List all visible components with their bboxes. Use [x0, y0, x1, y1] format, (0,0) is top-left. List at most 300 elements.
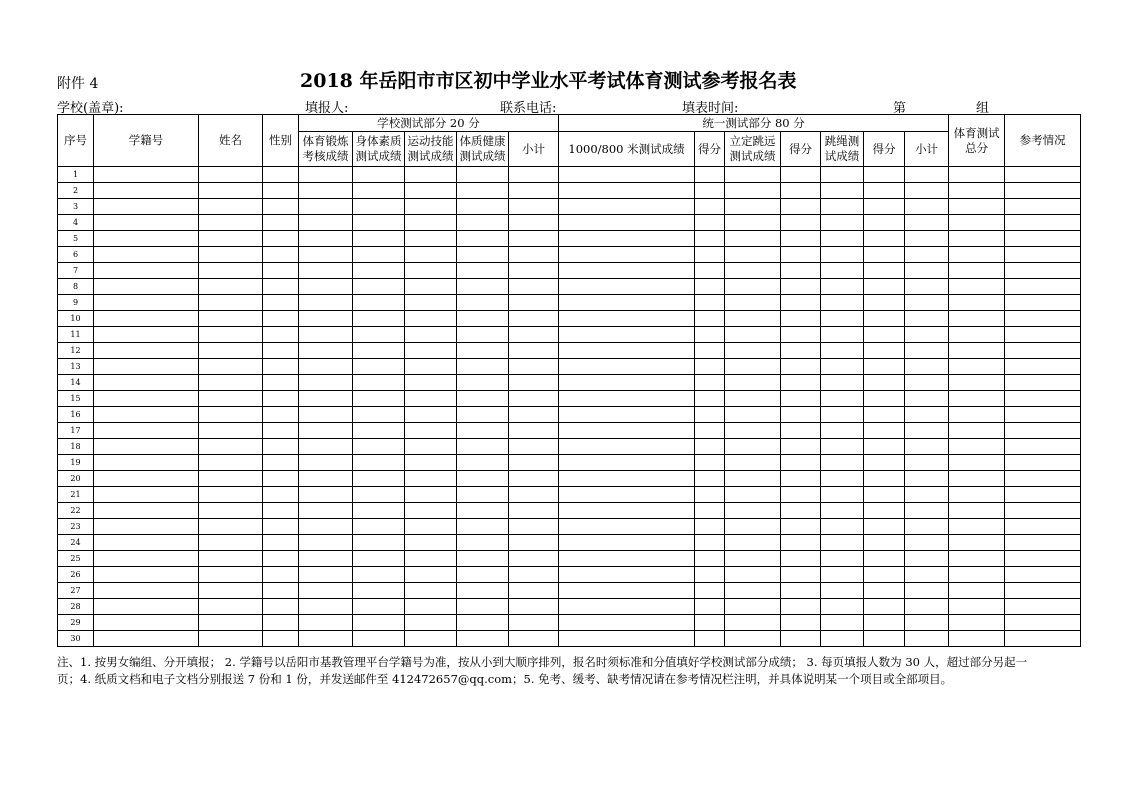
table-cell[interactable] — [405, 167, 457, 183]
table-cell[interactable] — [725, 327, 781, 343]
table-cell[interactable] — [781, 183, 821, 199]
table-cell[interactable] — [949, 407, 1005, 423]
table-cell[interactable] — [905, 503, 949, 519]
table-cell[interactable] — [559, 279, 695, 295]
table-cell[interactable] — [695, 503, 725, 519]
table-cell[interactable] — [725, 311, 781, 327]
table-cell[interactable] — [864, 359, 905, 375]
table-cell[interactable] — [509, 423, 559, 439]
table-cell[interactable] — [1005, 391, 1081, 407]
table-cell[interactable] — [559, 199, 695, 215]
table-cell[interactable] — [559, 503, 695, 519]
table-cell[interactable] — [405, 375, 457, 391]
table-cell[interactable] — [94, 279, 199, 295]
table-cell[interactable] — [695, 471, 725, 487]
table-cell[interactable] — [1005, 199, 1081, 215]
table-cell[interactable] — [263, 359, 299, 375]
table-cell[interactable] — [299, 407, 353, 423]
table-cell[interactable] — [725, 599, 781, 615]
table-cell[interactable] — [263, 519, 299, 535]
table-cell[interactable] — [457, 343, 509, 359]
table-cell[interactable] — [1005, 279, 1081, 295]
table-cell[interactable] — [695, 247, 725, 263]
table-cell[interactable] — [781, 615, 821, 631]
table-cell[interactable] — [509, 247, 559, 263]
table-cell[interactable] — [509, 391, 559, 407]
table-cell[interactable] — [949, 167, 1005, 183]
table-cell[interactable] — [94, 231, 199, 247]
table-cell[interactable] — [263, 215, 299, 231]
table-cell[interactable] — [299, 391, 353, 407]
table-cell[interactable] — [94, 471, 199, 487]
table-cell[interactable] — [695, 583, 725, 599]
table-cell[interactable] — [199, 439, 263, 455]
table-cell[interactable] — [263, 183, 299, 199]
table-cell[interactable] — [263, 455, 299, 471]
table-cell[interactable] — [905, 487, 949, 503]
table-cell[interactable] — [353, 295, 405, 311]
table-cell[interactable] — [695, 215, 725, 231]
table-cell[interactable] — [405, 567, 457, 583]
table-cell[interactable] — [821, 199, 864, 215]
table-cell[interactable] — [821, 471, 864, 487]
table-cell[interactable] — [353, 199, 405, 215]
table-cell[interactable] — [725, 295, 781, 311]
table-cell[interactable] — [1005, 183, 1081, 199]
table-cell[interactable] — [457, 599, 509, 615]
table-cell[interactable] — [864, 199, 905, 215]
table-cell[interactable] — [405, 391, 457, 407]
table-cell[interactable] — [949, 487, 1005, 503]
table-cell[interactable] — [353, 327, 405, 343]
table-cell[interactable] — [864, 423, 905, 439]
table-cell[interactable] — [405, 247, 457, 263]
table-cell[interactable] — [299, 567, 353, 583]
table-cell[interactable] — [821, 183, 864, 199]
table-cell[interactable] — [263, 471, 299, 487]
table-cell[interactable] — [821, 599, 864, 615]
table-cell[interactable] — [509, 535, 559, 551]
table-cell[interactable] — [263, 439, 299, 455]
table-cell[interactable] — [905, 343, 949, 359]
table-cell[interactable] — [509, 487, 559, 503]
table-cell[interactable] — [263, 247, 299, 263]
table-cell[interactable] — [509, 279, 559, 295]
table-cell[interactable] — [199, 247, 263, 263]
table-cell[interactable] — [94, 183, 199, 199]
table-cell[interactable] — [781, 487, 821, 503]
table-cell[interactable] — [457, 295, 509, 311]
table-cell[interactable] — [821, 439, 864, 455]
table-cell[interactable] — [695, 631, 725, 647]
table-cell[interactable] — [263, 423, 299, 439]
table-cell[interactable] — [559, 391, 695, 407]
table-cell[interactable] — [559, 407, 695, 423]
table-cell[interactable] — [299, 503, 353, 519]
table-cell[interactable] — [725, 407, 781, 423]
table-cell[interactable] — [299, 599, 353, 615]
table-cell[interactable] — [353, 567, 405, 583]
table-cell[interactable] — [353, 279, 405, 295]
table-cell[interactable] — [695, 535, 725, 551]
table-cell[interactable] — [1005, 487, 1081, 503]
table-cell[interactable] — [559, 167, 695, 183]
table-cell[interactable] — [509, 375, 559, 391]
table-cell[interactable] — [199, 567, 263, 583]
table-cell[interactable] — [509, 295, 559, 311]
table-cell[interactable] — [199, 359, 263, 375]
table-cell[interactable] — [864, 167, 905, 183]
table-cell[interactable] — [457, 391, 509, 407]
table-cell[interactable] — [864, 615, 905, 631]
table-cell[interactable] — [405, 231, 457, 247]
table-cell[interactable] — [695, 567, 725, 583]
table-cell[interactable] — [353, 455, 405, 471]
table-cell[interactable] — [949, 183, 1005, 199]
table-cell[interactable] — [864, 535, 905, 551]
table-cell[interactable] — [405, 311, 457, 327]
table-cell[interactable] — [695, 519, 725, 535]
table-cell[interactable] — [509, 551, 559, 567]
table-cell[interactable] — [263, 327, 299, 343]
table-cell[interactable] — [299, 311, 353, 327]
table-cell[interactable] — [199, 231, 263, 247]
table-cell[interactable] — [263, 615, 299, 631]
table-cell[interactable] — [695, 407, 725, 423]
table-cell[interactable] — [457, 327, 509, 343]
table-cell[interactable] — [353, 183, 405, 199]
table-cell[interactable] — [905, 391, 949, 407]
table-cell[interactable] — [353, 631, 405, 647]
table-cell[interactable] — [725, 359, 781, 375]
table-cell[interactable] — [353, 311, 405, 327]
table-cell[interactable] — [509, 183, 559, 199]
table-cell[interactable] — [781, 199, 821, 215]
table-cell[interactable] — [199, 327, 263, 343]
table-cell[interactable] — [199, 311, 263, 327]
table-cell[interactable] — [199, 295, 263, 311]
table-cell[interactable] — [559, 455, 695, 471]
table-cell[interactable] — [299, 487, 353, 503]
table-cell[interactable] — [509, 599, 559, 615]
table-cell[interactable] — [949, 199, 1005, 215]
table-cell[interactable] — [821, 615, 864, 631]
table-cell[interactable] — [263, 311, 299, 327]
table-cell[interactable] — [725, 199, 781, 215]
table-cell[interactable] — [864, 551, 905, 567]
table-cell[interactable] — [299, 423, 353, 439]
table-cell[interactable] — [405, 183, 457, 199]
table-cell[interactable] — [405, 263, 457, 279]
table-cell[interactable] — [94, 551, 199, 567]
table-cell[interactable] — [1005, 327, 1081, 343]
table-cell[interactable] — [299, 247, 353, 263]
table-cell[interactable] — [559, 343, 695, 359]
table-cell[interactable] — [781, 503, 821, 519]
table-cell[interactable] — [905, 423, 949, 439]
table-cell[interactable] — [509, 215, 559, 231]
table-cell[interactable] — [695, 279, 725, 295]
table-cell[interactable] — [905, 535, 949, 551]
table-cell[interactable] — [353, 215, 405, 231]
table-cell[interactable] — [457, 455, 509, 471]
table-cell[interactable] — [864, 407, 905, 423]
table-cell[interactable] — [821, 535, 864, 551]
table-cell[interactable] — [725, 535, 781, 551]
table-cell[interactable] — [94, 535, 199, 551]
table-cell[interactable] — [725, 231, 781, 247]
table-cell[interactable] — [725, 263, 781, 279]
table-cell[interactable] — [1005, 471, 1081, 487]
table-cell[interactable] — [199, 503, 263, 519]
table-cell[interactable] — [405, 455, 457, 471]
table-cell[interactable] — [509, 359, 559, 375]
table-cell[interactable] — [94, 407, 199, 423]
table-cell[interactable] — [864, 471, 905, 487]
table-cell[interactable] — [457, 439, 509, 455]
table-cell[interactable] — [725, 631, 781, 647]
table-cell[interactable] — [864, 631, 905, 647]
table-cell[interactable] — [949, 551, 1005, 567]
table-cell[interactable] — [905, 183, 949, 199]
table-cell[interactable] — [725, 391, 781, 407]
table-cell[interactable] — [821, 519, 864, 535]
table-cell[interactable] — [695, 487, 725, 503]
table-cell[interactable] — [905, 327, 949, 343]
table-cell[interactable] — [405, 423, 457, 439]
table-cell[interactable] — [781, 439, 821, 455]
table-cell[interactable] — [199, 343, 263, 359]
table-cell[interactable] — [457, 551, 509, 567]
table-cell[interactable] — [299, 295, 353, 311]
table-cell[interactable] — [1005, 631, 1081, 647]
table-cell[interactable] — [299, 183, 353, 199]
table-cell[interactable] — [457, 279, 509, 295]
table-cell[interactable] — [199, 279, 263, 295]
table-cell[interactable] — [905, 551, 949, 567]
table-cell[interactable] — [353, 343, 405, 359]
table-cell[interactable] — [949, 423, 1005, 439]
table-cell[interactable] — [1005, 551, 1081, 567]
table-cell[interactable] — [263, 407, 299, 423]
table-cell[interactable] — [509, 455, 559, 471]
table-cell[interactable] — [821, 359, 864, 375]
table-cell[interactable] — [509, 567, 559, 583]
table-cell[interactable] — [1005, 503, 1081, 519]
table-cell[interactable] — [781, 327, 821, 343]
table-cell[interactable] — [781, 455, 821, 471]
table-cell[interactable] — [94, 503, 199, 519]
table-cell[interactable] — [405, 343, 457, 359]
table-cell[interactable] — [1005, 519, 1081, 535]
table-cell[interactable] — [821, 167, 864, 183]
table-cell[interactable] — [949, 279, 1005, 295]
table-cell[interactable] — [263, 279, 299, 295]
table-cell[interactable] — [509, 311, 559, 327]
table-cell[interactable] — [457, 631, 509, 647]
table-cell[interactable] — [199, 167, 263, 183]
table-cell[interactable] — [781, 167, 821, 183]
table-cell[interactable] — [905, 199, 949, 215]
table-cell[interactable] — [949, 215, 1005, 231]
table-cell[interactable] — [94, 263, 199, 279]
table-cell[interactable] — [405, 551, 457, 567]
table-cell[interactable] — [353, 439, 405, 455]
table-cell[interactable] — [905, 167, 949, 183]
table-cell[interactable] — [821, 231, 864, 247]
table-cell[interactable] — [695, 231, 725, 247]
table-cell[interactable] — [94, 391, 199, 407]
table-cell[interactable] — [1005, 455, 1081, 471]
table-cell[interactable] — [457, 375, 509, 391]
table-cell[interactable] — [781, 295, 821, 311]
table-cell[interactable] — [695, 455, 725, 471]
table-cell[interactable] — [94, 359, 199, 375]
table-cell[interactable] — [405, 359, 457, 375]
table-cell[interactable] — [1005, 167, 1081, 183]
table-cell[interactable] — [299, 455, 353, 471]
table-cell[interactable] — [263, 551, 299, 567]
table-cell[interactable] — [821, 583, 864, 599]
table-cell[interactable] — [864, 583, 905, 599]
table-cell[interactable] — [905, 471, 949, 487]
table-cell[interactable] — [263, 295, 299, 311]
table-cell[interactable] — [1005, 295, 1081, 311]
table-cell[interactable] — [949, 263, 1005, 279]
table-cell[interactable] — [781, 567, 821, 583]
table-cell[interactable] — [781, 423, 821, 439]
table-cell[interactable] — [353, 423, 405, 439]
table-cell[interactable] — [781, 391, 821, 407]
table-cell[interactable] — [864, 391, 905, 407]
table-cell[interactable] — [263, 599, 299, 615]
table-cell[interactable] — [353, 231, 405, 247]
table-cell[interactable] — [725, 519, 781, 535]
table-cell[interactable] — [299, 215, 353, 231]
table-cell[interactable] — [1005, 423, 1081, 439]
table-cell[interactable] — [353, 471, 405, 487]
table-cell[interactable] — [1005, 215, 1081, 231]
table-cell[interactable] — [695, 199, 725, 215]
table-cell[interactable] — [695, 167, 725, 183]
table-cell[interactable] — [559, 551, 695, 567]
table-cell[interactable] — [781, 519, 821, 535]
table-cell[interactable] — [299, 263, 353, 279]
table-cell[interactable] — [695, 263, 725, 279]
table-cell[interactable] — [559, 359, 695, 375]
table-cell[interactable] — [864, 599, 905, 615]
table-cell[interactable] — [263, 375, 299, 391]
table-cell[interactable] — [949, 295, 1005, 311]
table-cell[interactable] — [905, 583, 949, 599]
table-cell[interactable] — [905, 439, 949, 455]
table-cell[interactable] — [821, 503, 864, 519]
table-cell[interactable] — [781, 263, 821, 279]
table-cell[interactable] — [781, 471, 821, 487]
table-cell[interactable] — [725, 423, 781, 439]
table-cell[interactable] — [457, 615, 509, 631]
table-cell[interactable] — [405, 439, 457, 455]
table-cell[interactable] — [864, 375, 905, 391]
table-cell[interactable] — [821, 311, 864, 327]
table-cell[interactable] — [559, 439, 695, 455]
table-cell[interactable] — [864, 455, 905, 471]
table-cell[interactable] — [299, 327, 353, 343]
table-cell[interactable] — [509, 199, 559, 215]
table-cell[interactable] — [457, 231, 509, 247]
table-cell[interactable] — [94, 455, 199, 471]
table-cell[interactable] — [559, 519, 695, 535]
table-cell[interactable] — [263, 583, 299, 599]
table-cell[interactable] — [905, 407, 949, 423]
table-cell[interactable] — [781, 407, 821, 423]
table-cell[interactable] — [905, 455, 949, 471]
table-cell[interactable] — [353, 391, 405, 407]
table-cell[interactable] — [509, 631, 559, 647]
table-cell[interactable] — [353, 375, 405, 391]
table-cell[interactable] — [509, 583, 559, 599]
table-cell[interactable] — [559, 215, 695, 231]
table-cell[interactable] — [299, 375, 353, 391]
table-cell[interactable] — [781, 359, 821, 375]
table-cell[interactable] — [263, 263, 299, 279]
table-cell[interactable] — [905, 567, 949, 583]
table-cell[interactable] — [405, 631, 457, 647]
table-cell[interactable] — [353, 615, 405, 631]
table-cell[interactable] — [559, 231, 695, 247]
table-cell[interactable] — [821, 215, 864, 231]
table-cell[interactable] — [94, 167, 199, 183]
table-cell[interactable] — [94, 375, 199, 391]
table-cell[interactable] — [353, 247, 405, 263]
table-cell[interactable] — [299, 343, 353, 359]
table-cell[interactable] — [559, 295, 695, 311]
table-cell[interactable] — [199, 375, 263, 391]
table-cell[interactable] — [905, 519, 949, 535]
table-cell[interactable] — [299, 535, 353, 551]
table-cell[interactable] — [509, 263, 559, 279]
table-cell[interactable] — [725, 215, 781, 231]
table-cell[interactable] — [299, 199, 353, 215]
table-cell[interactable] — [94, 567, 199, 583]
table-cell[interactable] — [695, 183, 725, 199]
table-cell[interactable] — [353, 551, 405, 567]
table-cell[interactable] — [864, 215, 905, 231]
table-cell[interactable] — [905, 263, 949, 279]
table-cell[interactable] — [353, 167, 405, 183]
table-cell[interactable] — [94, 519, 199, 535]
table-cell[interactable] — [199, 199, 263, 215]
table-cell[interactable] — [725, 183, 781, 199]
table-cell[interactable] — [1005, 439, 1081, 455]
table-cell[interactable] — [949, 327, 1005, 343]
table-cell[interactable] — [263, 343, 299, 359]
table-cell[interactable] — [353, 583, 405, 599]
table-cell[interactable] — [949, 375, 1005, 391]
table-cell[interactable] — [781, 535, 821, 551]
table-cell[interactable] — [199, 391, 263, 407]
table-cell[interactable] — [821, 247, 864, 263]
table-cell[interactable] — [905, 599, 949, 615]
table-cell[interactable] — [781, 631, 821, 647]
table-cell[interactable] — [299, 359, 353, 375]
table-cell[interactable] — [457, 247, 509, 263]
table-cell[interactable] — [905, 631, 949, 647]
table-cell[interactable] — [94, 423, 199, 439]
table-cell[interactable] — [94, 599, 199, 615]
table-cell[interactable] — [725, 503, 781, 519]
table-cell[interactable] — [695, 439, 725, 455]
